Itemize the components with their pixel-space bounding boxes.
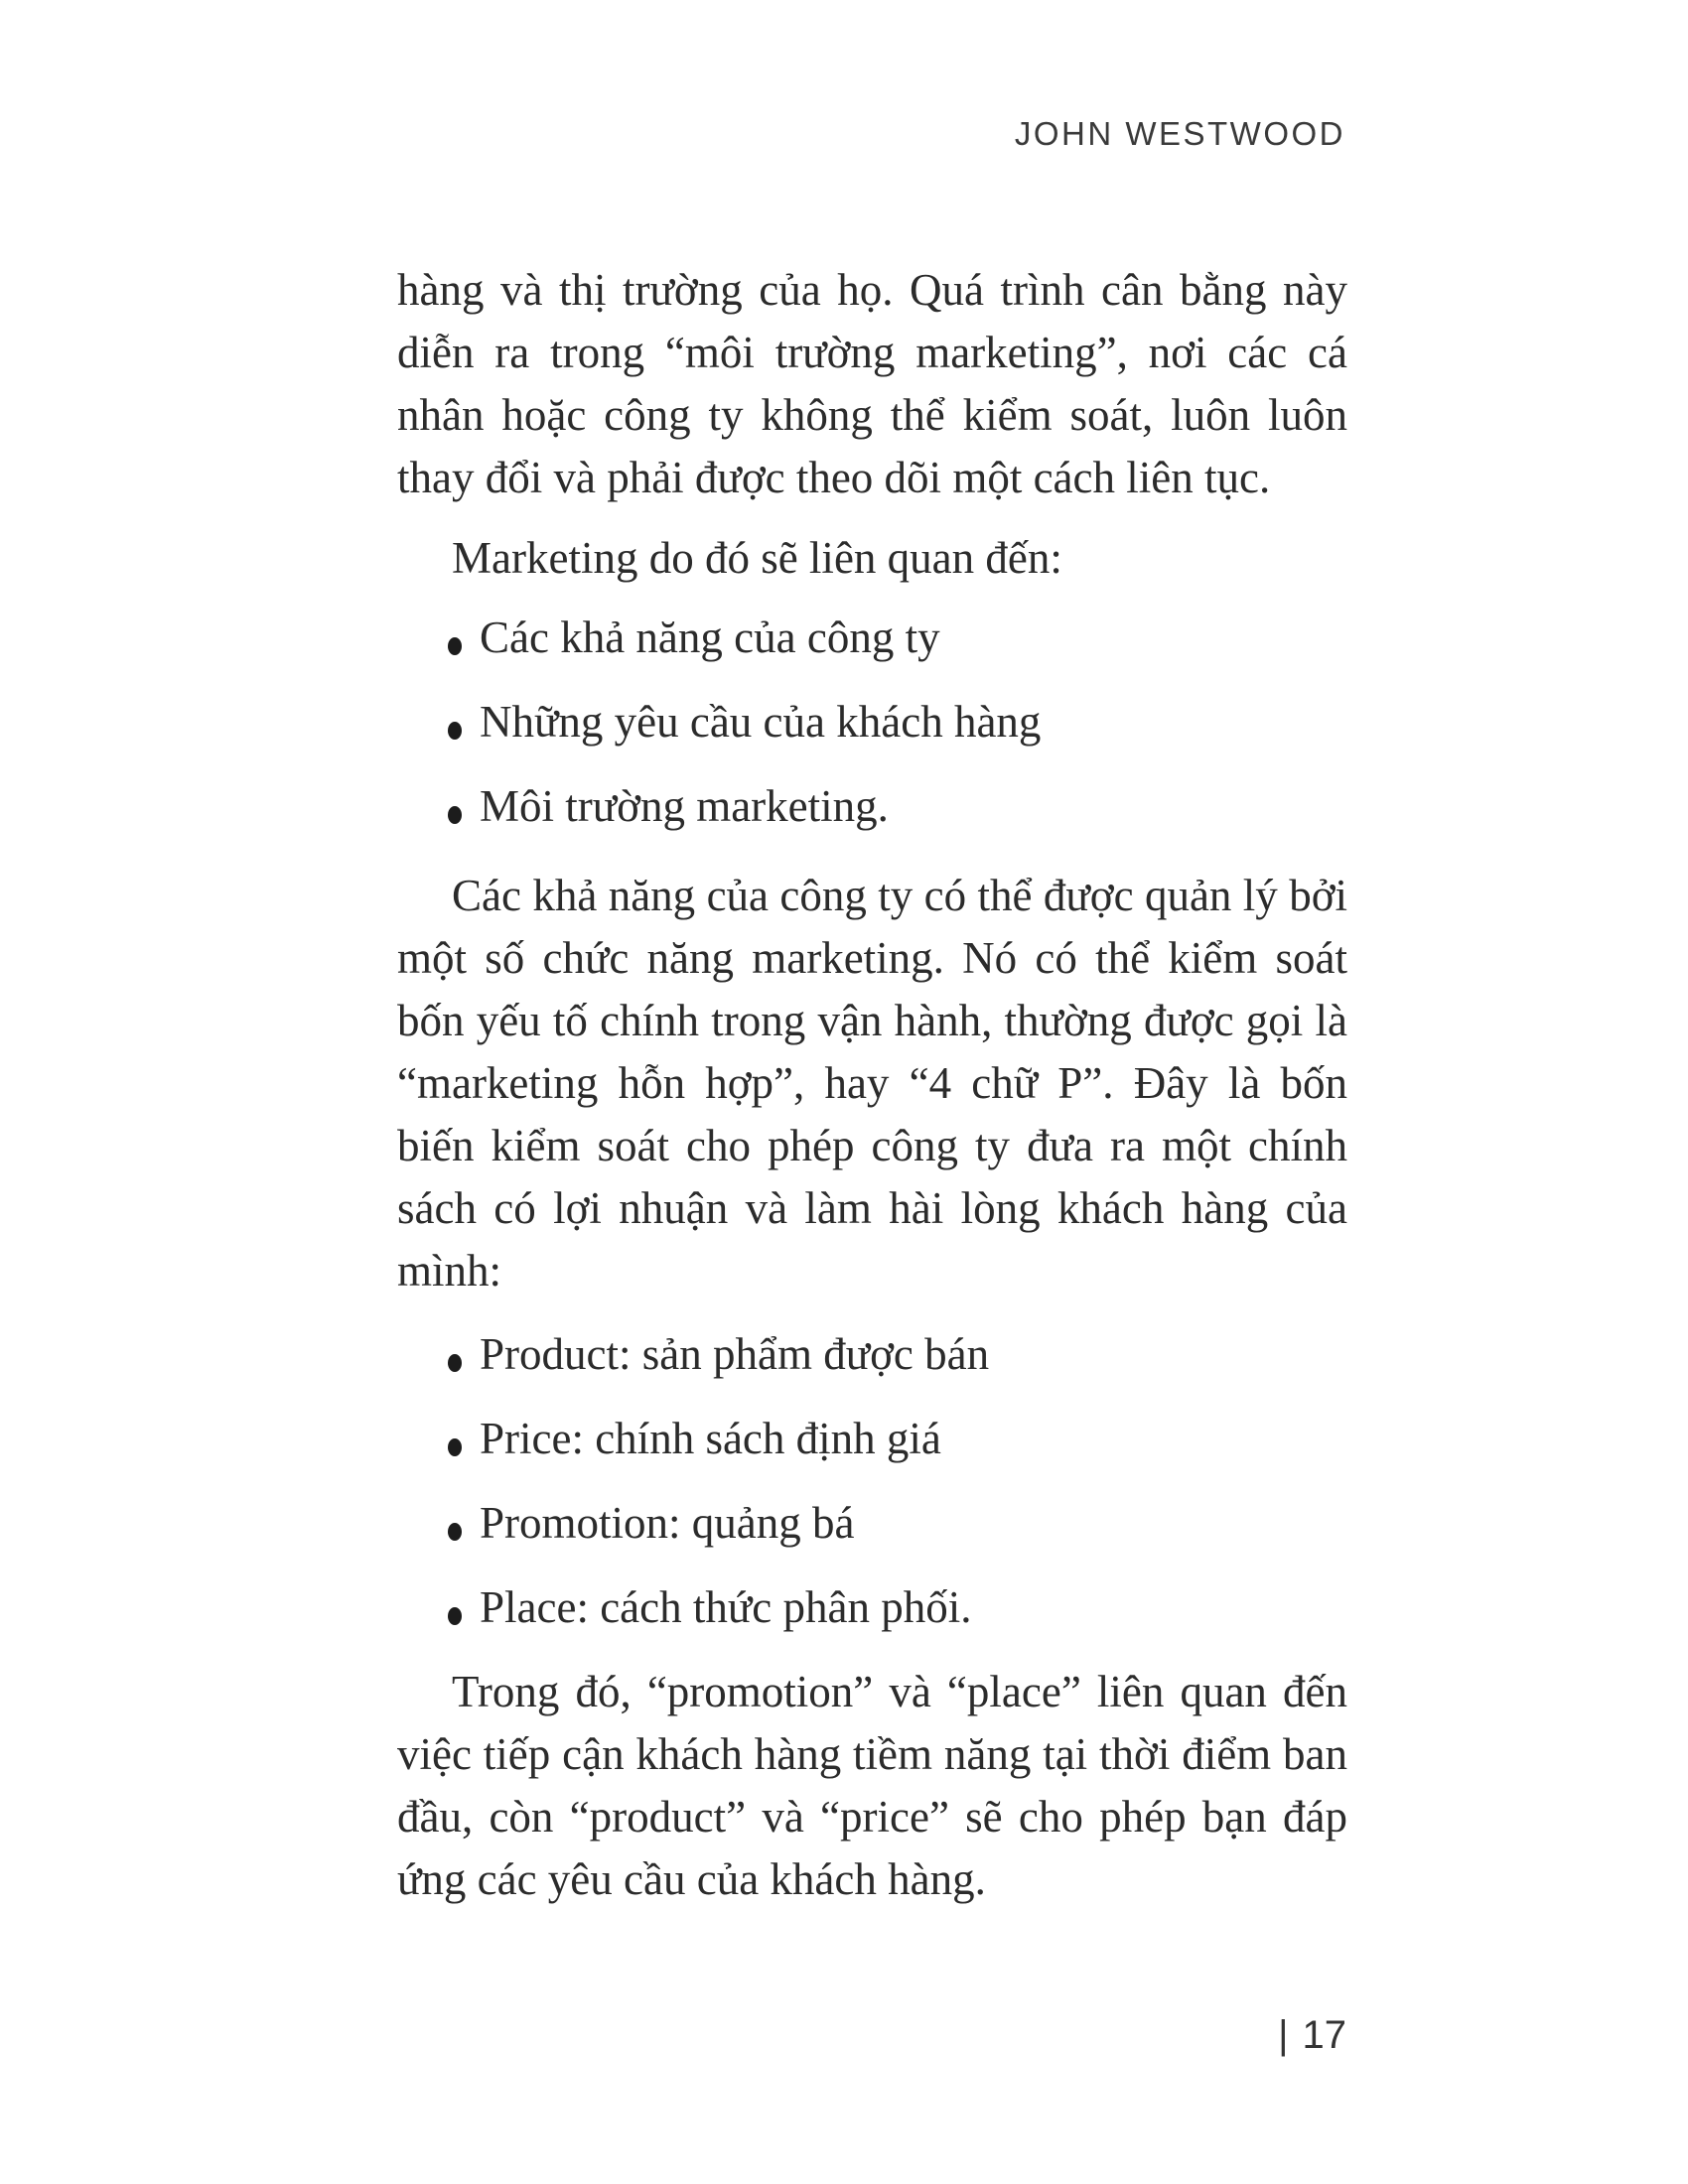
bullet-icon bbox=[448, 806, 462, 824]
list-item-text: Promotion: quảng bá bbox=[480, 1498, 855, 1548]
bullet-icon bbox=[448, 637, 462, 655]
bullet-icon bbox=[448, 1523, 462, 1541]
paragraph-3: Các khả năng của công ty có thể được quản lý bởi một số chức năng marketing. Nó có thể kiểm soát bốn yếu tố chính trong vận hành, thường được gọi là “marketing hỗn hợp”, hay “4 chữ P”. Đây là bốn biến kiểm soát cho phép công ty đưa ra một chính sách có lợi nhuận và làm hài lòng khách hàng của mình: bbox=[397, 871, 1347, 1296]
page-number-value: 17 bbox=[1302, 2013, 1346, 2057]
bullet-icon bbox=[448, 1438, 462, 1456]
list-item bbox=[397, 1408, 1347, 1470]
bullet-icon bbox=[448, 1354, 462, 1372]
bullet-list-marketing-concerns bbox=[397, 607, 1347, 838]
list-item bbox=[397, 691, 1347, 753]
paragraph-2: Marketing do đó sẽ liên quan đến: bbox=[452, 533, 1062, 583]
page-number-divider: | bbox=[1278, 2013, 1289, 2057]
list-item-text: Place: cách thức phân phối. bbox=[480, 1582, 972, 1632]
list-item-text: Môi trường marketing. bbox=[480, 781, 889, 831]
list-item bbox=[397, 607, 1347, 669]
paragraph-4: Trong đó, “promotion” và “place” liên quan đến việc tiếp cận khách hàng tiềm năng tại thời điểm ban đầu, còn “product” và “price” sẽ cho phép bạn đáp ứng các yêu cầu của khách hàng. bbox=[397, 1667, 1347, 1904]
paragraph-1: hàng và thị trường của họ. Quá trình cân bằng này diễn ra trong “môi trường marketing”, nơi các cá nhân hoặc công ty không thể kiểm soát, luôn luôn thay đổi và phải được theo dõi một cách liên tục. bbox=[397, 265, 1347, 502]
list-item bbox=[397, 775, 1347, 838]
bullet-icon bbox=[448, 722, 462, 740]
list-item-text: Những yêu cầu của khách hàng bbox=[480, 697, 1042, 747]
bullet-icon bbox=[448, 1607, 462, 1625]
bullet-list-four-ps bbox=[397, 1323, 1347, 1639]
list-item bbox=[397, 1492, 1347, 1555]
running-header: JOHN WESTWOOD bbox=[1014, 115, 1345, 152]
list-item-text: Product: sản phẩm được bán bbox=[480, 1329, 990, 1379]
list-item-text: Price: chính sách định giá bbox=[480, 1414, 941, 1463]
list-item bbox=[397, 1576, 1347, 1639]
list-item bbox=[397, 1323, 1347, 1386]
page-body bbox=[397, 259, 1347, 1911]
page-number bbox=[1278, 2013, 1346, 2058]
list-item-text: Các khả năng của công ty bbox=[480, 613, 940, 662]
